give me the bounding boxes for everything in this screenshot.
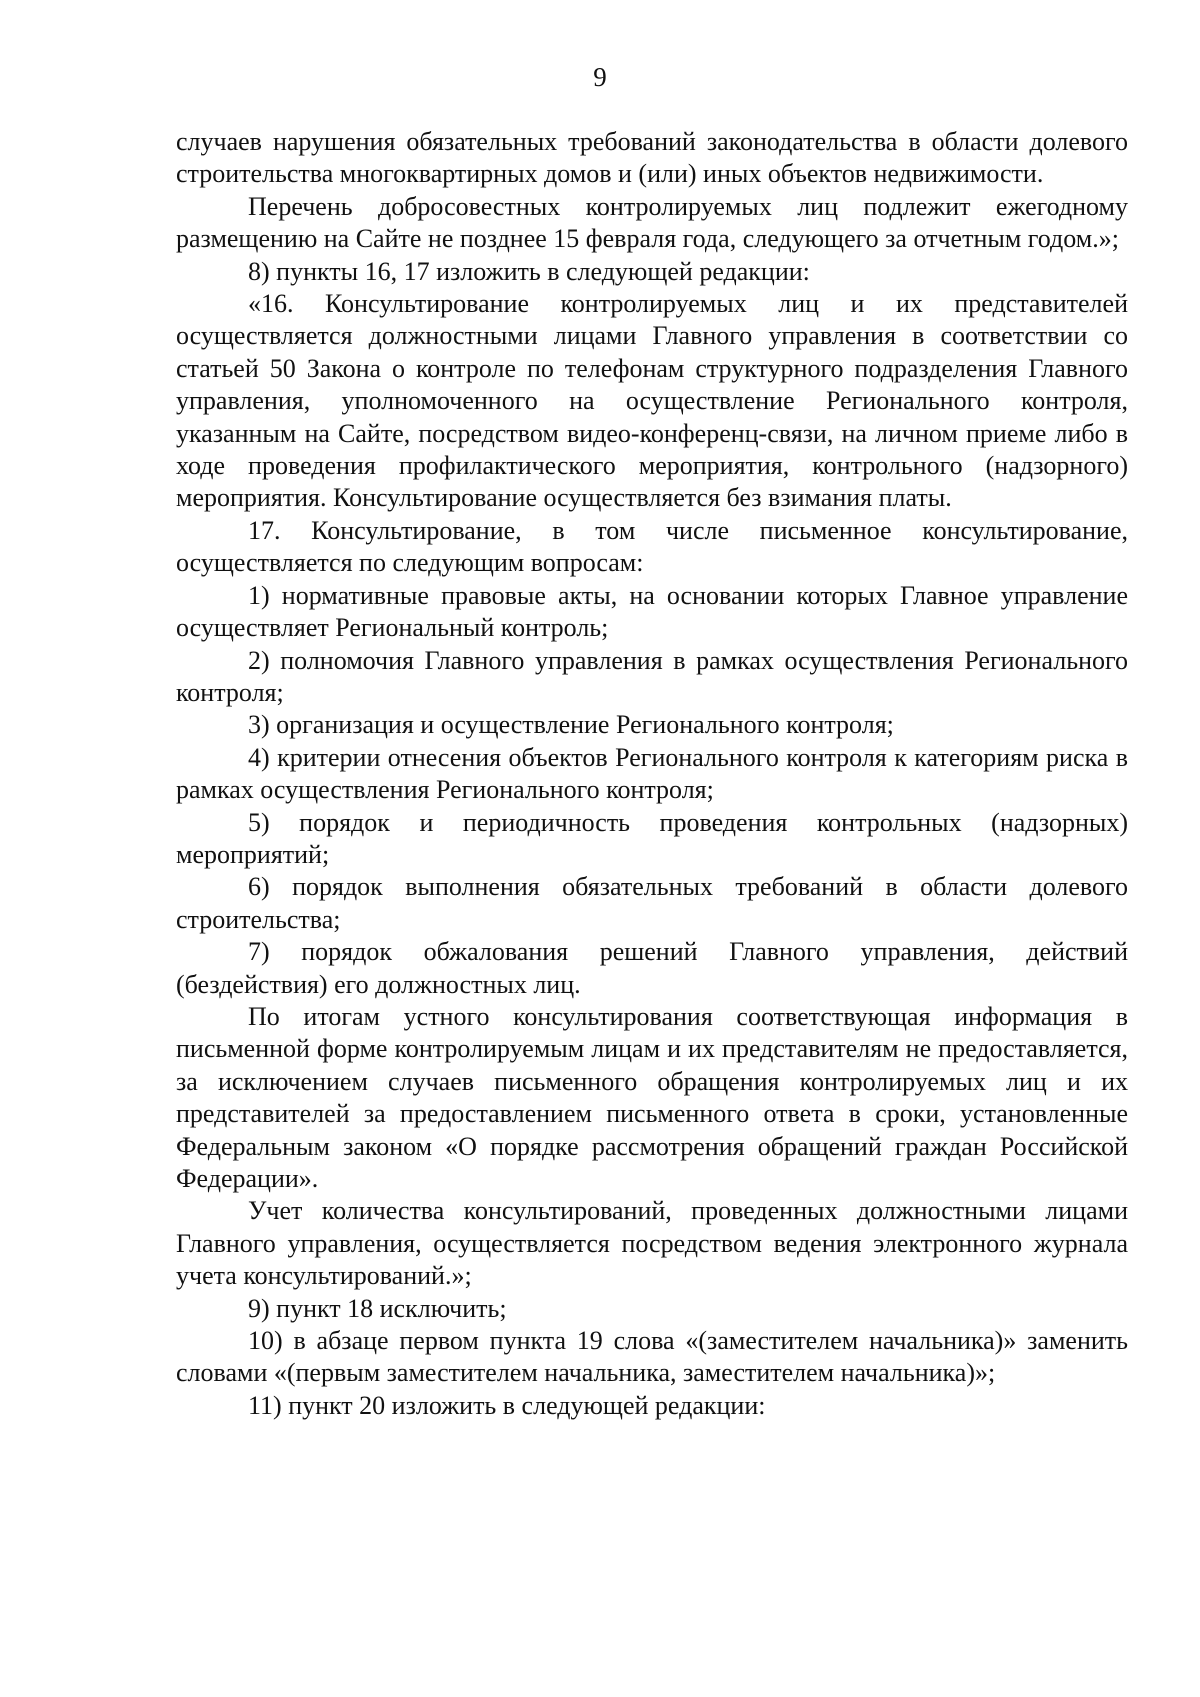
list-item-7: 7) порядок обжалования решений Главного управления, действий (бездействия) его должностных лиц. (176, 937, 1128, 999)
list-item-5: 5) порядок и периодичность проведения контрольных (надзорных) мероприятий; (176, 807, 1128, 869)
document-body (176, 126, 1128, 1422)
paragraph-bona-fide-list: Перечень добросовестных контролируемых лиц подлежит ежегодному размещению на Сайте не позднее 15 февраля года, следующего за отчетным годом.»; (176, 191, 1128, 254)
paragraph-continuation: случаев нарушения обязательных требований законодательства в области долевого строительства многоквартирных домов и (или) иных объектов недвижимости. (176, 127, 1128, 189)
paragraph-clause-16: «16. Консультирование контролируемых лиц и их представителей осуществляется должностными лицами Главного управления в соответствии со статьей 50 Закона о контроле по телефонам структурного подразделения Главного управления, уполномоченного на осуществление Регионального контроля, указанным на Сайте, посредством видео-конференц-связи, на личном приеме либо в ходе проведения профилактического мероприятия, контрольного (надзорного) мероприятия. Консультирование осуществляется без взимания платы. (176, 289, 1128, 513)
paragraph-oral-consultation: По итогам устного консультирования соответствующая информация в письменной форме контролируемым лицам и их представителям не предоставляется, за исключением случаев письменного обращения контролируемых лиц и их представителей за предоставлением письменного ответа в сроки, установленные Федеральным законом «О порядке рассмотрения обращений граждан Российской Федерации». (176, 1001, 1128, 1193)
paragraph-amendment-8: 8) пункты 16, 17 изложить в следующей редакции: (248, 256, 810, 286)
paragraph-clause-17: 17. Консультирование, в том числе письменное консультирование, осуществляется по следующим вопросам: (176, 515, 1128, 578)
paragraph-amendment-10: 10) в абзаце первом пункта 19 слова «(заместителем начальника)» заменить словами «(первым заместителем начальника, заместителем начальника)»; (176, 1326, 1128, 1388)
paragraph-amendment-9: 9) пункт 18 исключить; (248, 1293, 507, 1323)
paragraph-consultation-log: Учет количества консультирований, проведенных должностными лицами Главного управления, осуществляется посредством ведения электронного журнала учета консультирований.»; (176, 1196, 1128, 1291)
list-item-4: 4) критерии отнесения объектов Регионального контроля к категориям риска в рамках осуществления Регионального контроля; (176, 742, 1128, 805)
list-item-3: 3) организация и осуществление Регионального контроля; (248, 710, 894, 740)
page-number: 9 (593, 62, 607, 92)
paragraph-amendment-11: 11) пункт 20 изложить в следующей редакции: (248, 1390, 766, 1420)
list-item-2: 2) полномочия Главного управления в рамках осуществления Регионального контроля; (176, 645, 1128, 707)
list-item-6: 6) порядок выполнения обязательных требований в области долевого строительства; (176, 872, 1128, 934)
list-item-1: 1) нормативные правовые акты, на основании которых Главное управление осуществляет Региональный контроль; (176, 580, 1128, 643)
